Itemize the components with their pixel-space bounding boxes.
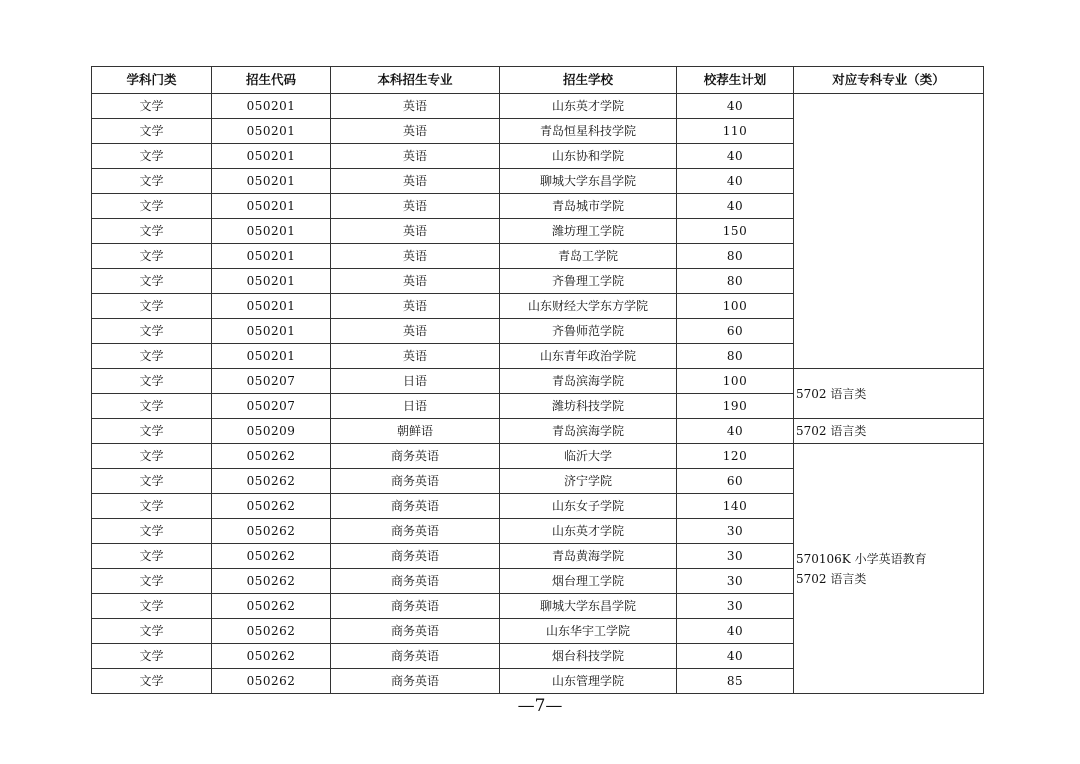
cell-school: 齐鲁师范学院 [500, 319, 677, 344]
cell-major: 英语 [331, 144, 500, 169]
cell-major: 英语 [331, 269, 500, 294]
cell-major: 英语 [331, 294, 500, 319]
cell-plan: 80 [677, 344, 794, 369]
cell-code: 050262 [212, 569, 331, 594]
cell-major: 商务英语 [331, 569, 500, 594]
cell-plan: 30 [677, 569, 794, 594]
cell-code: 050201 [212, 244, 331, 269]
table-row [92, 444, 984, 469]
cell-major: 朝鲜语 [331, 419, 500, 444]
cell-category: 文学 [92, 444, 212, 469]
cell-category: 文学 [92, 519, 212, 544]
cell-category: 文学 [92, 169, 212, 194]
cell-code: 050262 [212, 519, 331, 544]
cell-plan: 40 [677, 644, 794, 669]
cell-code: 050201 [212, 94, 331, 119]
cell-plan: 100 [677, 294, 794, 319]
cell-category: 文学 [92, 619, 212, 644]
cell-school: 聊城大学东昌学院 [500, 169, 677, 194]
cell-plan: 40 [677, 169, 794, 194]
cell-major: 商务英语 [331, 619, 500, 644]
cell-corresponding-major [794, 444, 984, 694]
cell-major: 商务英语 [331, 594, 500, 619]
cell-code: 050209 [212, 419, 331, 444]
cell-plan: 190 [677, 394, 794, 419]
cell-category: 文学 [92, 469, 212, 494]
table-body [92, 94, 984, 694]
cell-code: 050262 [212, 469, 331, 494]
cell-school: 青岛黄海学院 [500, 544, 677, 569]
cell-category: 文学 [92, 644, 212, 669]
cell-major: 商务英语 [331, 494, 500, 519]
cell-plan: 40 [677, 194, 794, 219]
cell-major: 日语 [331, 369, 500, 394]
cell-school: 临沂大学 [500, 444, 677, 469]
cell-major: 商务英语 [331, 544, 500, 569]
corresponding-major-line: 5702 语言类 [796, 386, 867, 401]
cell-school: 青岛滨海学院 [500, 369, 677, 394]
cell-code: 050201 [212, 319, 331, 344]
cell-school: 青岛工学院 [500, 244, 677, 269]
cell-major: 商务英语 [331, 444, 500, 469]
cell-category: 文学 [92, 569, 212, 594]
cell-school: 齐鲁理工学院 [500, 269, 677, 294]
cell-school: 烟台科技学院 [500, 644, 677, 669]
header-recommended-plan: 校荐生计划 [677, 67, 794, 94]
cell-category: 文学 [92, 94, 212, 119]
table-row [92, 419, 984, 444]
header-undergraduate-major: 本科招生专业 [331, 67, 500, 94]
header-subject-category: 学科门类 [92, 67, 212, 94]
cell-plan: 110 [677, 119, 794, 144]
cell-code: 050201 [212, 344, 331, 369]
table-row [92, 94, 984, 119]
cell-category: 文学 [92, 269, 212, 294]
cell-school: 青岛城市学院 [500, 194, 677, 219]
cell-category: 文学 [92, 594, 212, 619]
cell-major: 商务英语 [331, 669, 500, 694]
cell-school: 山东华宇工学院 [500, 619, 677, 644]
cell-major: 日语 [331, 394, 500, 419]
cell-major: 英语 [331, 344, 500, 369]
cell-code: 050262 [212, 544, 331, 569]
cell-school: 潍坊理工学院 [500, 219, 677, 244]
table-row [92, 369, 984, 394]
corresponding-major-line: 5702 语言类 [796, 424, 867, 438]
cell-plan: 40 [677, 144, 794, 169]
cell-plan: 80 [677, 244, 794, 269]
cell-school: 青岛恒星科技学院 [500, 119, 677, 144]
cell-plan: 85 [677, 669, 794, 694]
cell-plan: 150 [677, 219, 794, 244]
cell-plan: 100 [677, 369, 794, 394]
cell-category: 文学 [92, 119, 212, 144]
cell-category: 文学 [92, 244, 212, 269]
corresponding-major-line: 570106K 小学英语教育 [796, 551, 927, 566]
cell-code: 050201 [212, 144, 331, 169]
cell-code: 050201 [212, 294, 331, 319]
cell-plan: 30 [677, 544, 794, 569]
header-enrollment-code: 招生代码 [212, 67, 331, 94]
cell-code: 050262 [212, 669, 331, 694]
cell-plan: 60 [677, 469, 794, 494]
cell-code: 050201 [212, 194, 331, 219]
cell-code: 050262 [212, 644, 331, 669]
page-number: —7— [517, 696, 563, 716]
cell-major: 英语 [331, 94, 500, 119]
cell-code: 050262 [212, 594, 331, 619]
cell-corresponding-major [794, 419, 984, 444]
cell-category: 文学 [92, 394, 212, 419]
cell-plan: 80 [677, 269, 794, 294]
cell-major: 英语 [331, 319, 500, 344]
cell-school: 聊城大学东昌学院 [500, 594, 677, 619]
cell-plan: 40 [677, 94, 794, 119]
cell-school: 青岛滨海学院 [500, 419, 677, 444]
cell-major: 商务英语 [331, 644, 500, 669]
cell-category: 文学 [92, 544, 212, 569]
cell-category: 文学 [92, 144, 212, 169]
table-header-row [92, 67, 984, 94]
cell-code: 050207 [212, 394, 331, 419]
cell-major: 英语 [331, 244, 500, 269]
cell-school: 烟台理工学院 [500, 569, 677, 594]
cell-school: 山东英才学院 [500, 94, 677, 119]
header-school: 招生学校 [500, 67, 677, 94]
cell-category: 文学 [92, 219, 212, 244]
cell-category: 文学 [92, 669, 212, 694]
cell-category: 文学 [92, 194, 212, 219]
cell-school: 山东女子学院 [500, 494, 677, 519]
cell-code: 050262 [212, 619, 331, 644]
cell-plan: 120 [677, 444, 794, 469]
corresponding-major-line: 5702 语言类 [796, 571, 867, 586]
cell-plan: 30 [677, 519, 794, 544]
cell-code: 050262 [212, 444, 331, 469]
cell-category: 文学 [92, 294, 212, 319]
cell-category: 文学 [92, 319, 212, 344]
cell-code: 050262 [212, 494, 331, 519]
cell-category: 文学 [92, 494, 212, 519]
cell-category: 文学 [92, 344, 212, 369]
cell-code: 050201 [212, 119, 331, 144]
cell-school: 潍坊科技学院 [500, 394, 677, 419]
cell-code: 050201 [212, 169, 331, 194]
cell-major: 英语 [331, 169, 500, 194]
cell-school: 山东青年政治学院 [500, 344, 677, 369]
cell-school: 济宁学院 [500, 469, 677, 494]
cell-major: 英语 [331, 194, 500, 219]
cell-plan: 140 [677, 494, 794, 519]
header-corresponding-major: 对应专科专业（类） [794, 67, 984, 94]
cell-school: 山东协和学院 [500, 144, 677, 169]
cell-plan: 40 [677, 419, 794, 444]
cell-code: 050201 [212, 219, 331, 244]
cell-category: 文学 [92, 419, 212, 444]
cell-major: 英语 [331, 219, 500, 244]
cell-school: 山东英才学院 [500, 519, 677, 544]
cell-code: 050201 [212, 269, 331, 294]
cell-code: 050207 [212, 369, 331, 394]
cell-category: 文学 [92, 369, 212, 394]
cell-school: 山东财经大学东方学院 [500, 294, 677, 319]
cell-major: 商务英语 [331, 519, 500, 544]
cell-school: 山东管理学院 [500, 669, 677, 694]
cell-major: 英语 [331, 119, 500, 144]
cell-plan: 60 [677, 319, 794, 344]
cell-major: 商务英语 [331, 469, 500, 494]
admission-plan-table [91, 66, 984, 694]
cell-plan: 40 [677, 619, 794, 644]
cell-plan: 30 [677, 594, 794, 619]
cell-corresponding-major [794, 369, 984, 419]
cell-corresponding-major [794, 94, 984, 369]
